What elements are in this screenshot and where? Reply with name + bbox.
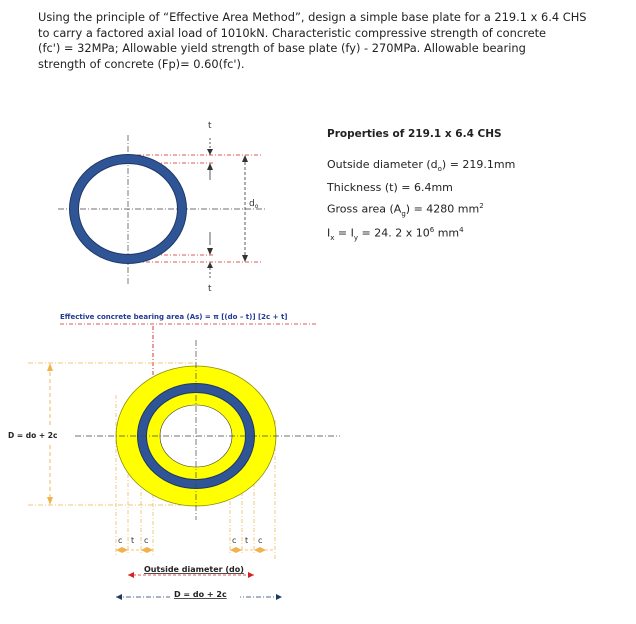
D-bottom-label: D = do + 2c <box>174 590 227 599</box>
ctc-right-arrow-b <box>236 547 242 553</box>
c-left-2: c <box>144 536 149 545</box>
effective-area-diagram <box>8 313 340 600</box>
ctc-right-arrow-c <box>254 547 260 553</box>
t-top-arrow-down <box>207 149 213 155</box>
ctc-right-arrow-d <box>260 547 266 553</box>
t-right: t <box>245 536 249 545</box>
chs-section-diagram <box>58 121 265 294</box>
do-arrow-up <box>242 155 248 162</box>
effective-area-formula: Effective concrete bearing area (As) = π [(do – t)] [2c + t] <box>60 313 288 321</box>
t-top-label: t <box>208 121 212 131</box>
outside-diameter-arrow-right <box>248 572 254 578</box>
t-left: t <box>131 536 135 545</box>
properties-title: Properties of 219.1 x 6.4 CHS <box>327 128 502 140</box>
outside-diameter-arrow-left <box>128 572 134 578</box>
ctc-left-arrow-c <box>141 547 147 553</box>
t-bottom-label: t <box>208 284 212 294</box>
t-bottom-arrow-down <box>207 248 213 255</box>
D-bottom-arrow-left <box>116 594 122 600</box>
outside-diameter-label: Outside diameter (do) <box>144 565 244 574</box>
D-arrow-down <box>47 497 53 505</box>
do-arrow-down <box>242 255 248 262</box>
property-moment-of-inertia: $I_x = I_y = 24$. 2 x $10^6$ $mm^4$ <box>327 226 464 242</box>
problem-line-4: strength of concrete (Fp)= 0.60(fc'). <box>38 56 245 71</box>
c-right-1: c <box>232 536 237 545</box>
ctc-left-arrow-d <box>147 547 153 553</box>
property-outside-diameter: Outside diameter $(d_o) = 219.1mm$ <box>327 158 516 174</box>
problem-line-2: to carry a factored axial load of 1010kN. Characteristic compressive strength of concrete <box>38 25 547 40</box>
ctc-right-arrow-a <box>230 547 236 553</box>
problem-line-3: (fc') = 32MPa; Allowable yield strength of base plate (fy) - 270MPa. Allowable bearing <box>38 41 526 55</box>
problem-line-1: Using the principle of “Effective Area Method”, design a simple base plate for a 219.1 x 6.4 CHS <box>38 10 587 24</box>
do-label: $d_o$ <box>249 199 259 210</box>
t-bottom-arrow-up <box>207 262 213 268</box>
ctc-left-arrow-b <box>122 547 128 553</box>
c-left-1: c <box>118 536 123 545</box>
c-right-2: c <box>258 536 263 545</box>
D-label: D = do + 2c <box>8 431 58 440</box>
D-arrow-up <box>47 363 53 371</box>
D-bottom-arrow-right <box>276 594 282 600</box>
ctc-left-arrow-a <box>116 547 122 553</box>
t-top-arrow-up <box>207 163 213 170</box>
property-thickness: Thickness (t) = 6.4mm <box>327 181 453 195</box>
property-gross-area: Gross area $(A_g) = 4280$ $mm^2$ <box>327 202 484 219</box>
